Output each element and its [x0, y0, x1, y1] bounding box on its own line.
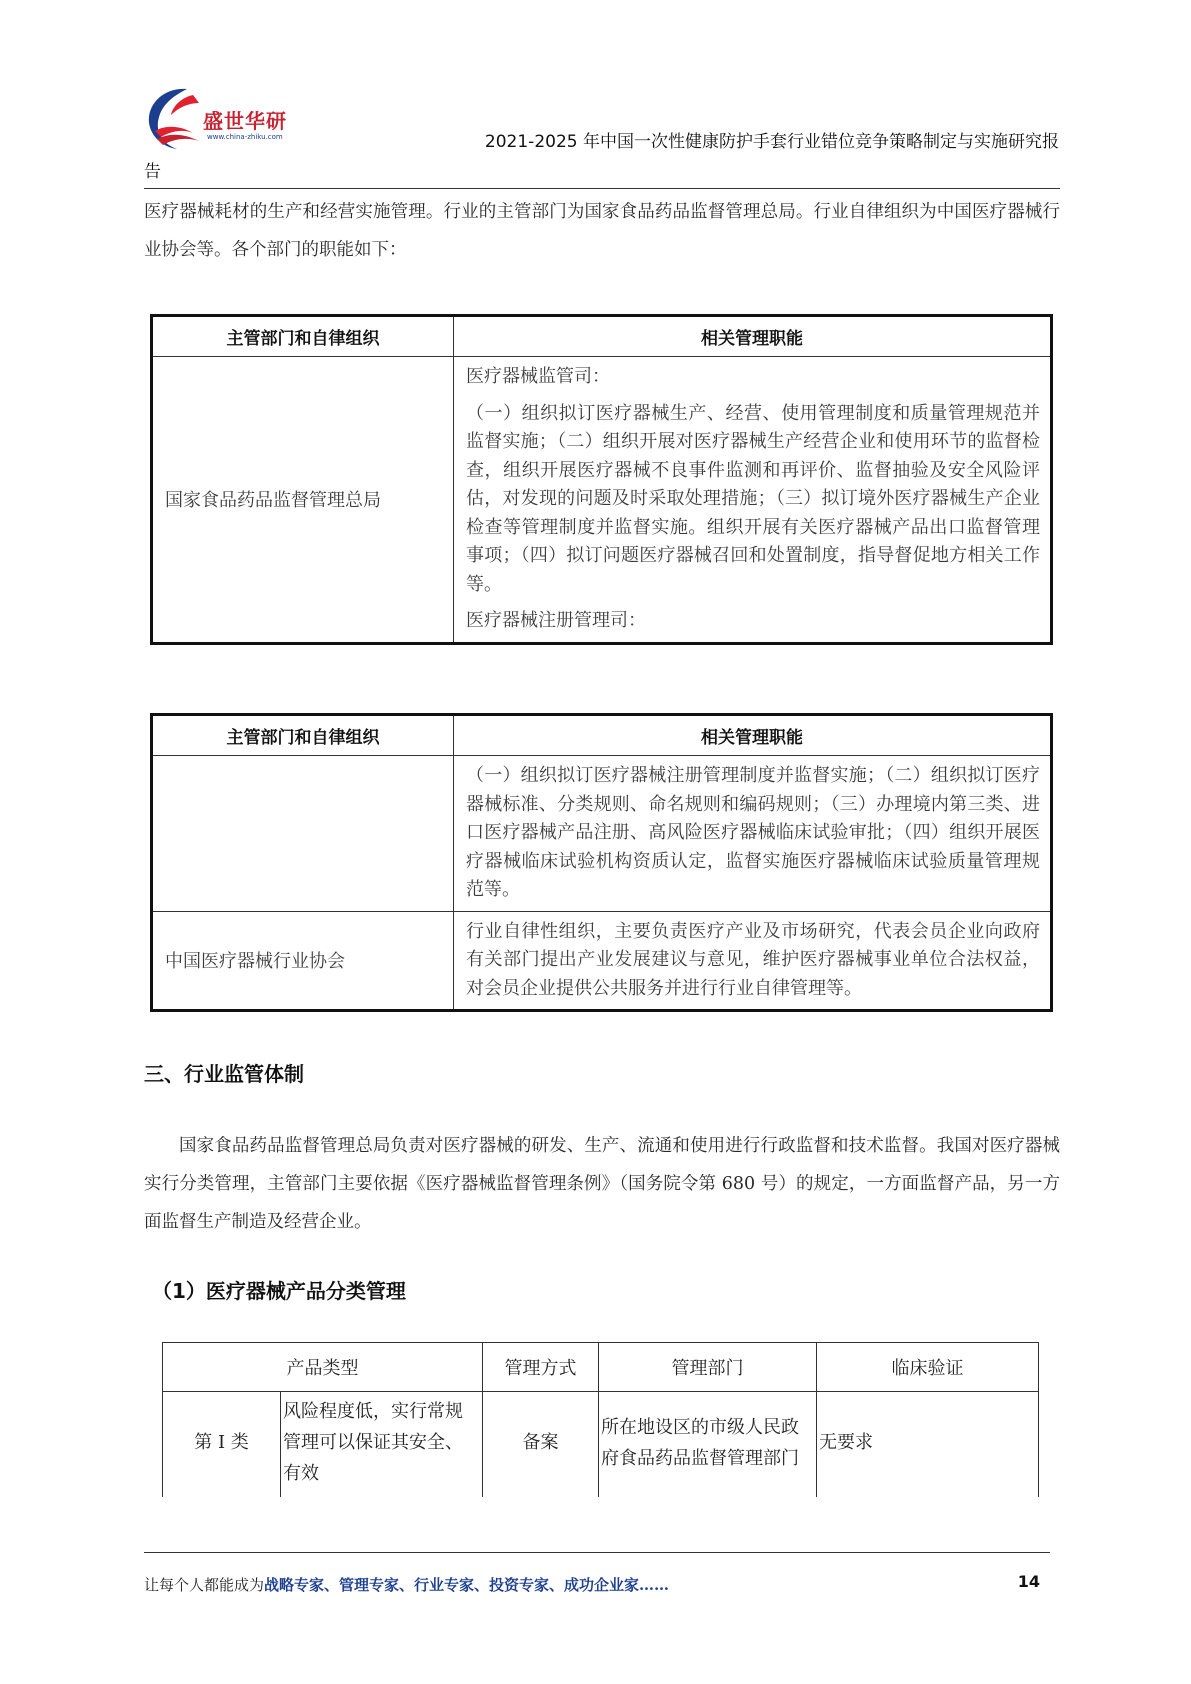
org-name: 中国医疗器械行业协会 [152, 911, 454, 1011]
duty-line: 医疗器械监管司： [466, 366, 610, 387]
duty-cell [454, 756, 1052, 912]
table-row [152, 911, 1052, 1011]
section-heading: 三、行业监管体制 [144, 1062, 304, 1086]
logo-name: 盛世华研 [203, 109, 287, 133]
duty-line: （一）组织拟订医疗器械注册管理制度并监督实施；（二）组织拟订医疗器械标准、分类规则、命名规则和编码规则；（三）办理境内第三类、进口医疗器械产品注册、高风险医疗器械临床试验审批；（四）组织开展医疗器械临床试验机构资质认定，监督实施医疗器械临床试验质量管理规范等。 [466, 765, 1040, 900]
intro-paragraph: 医疗器械耗材的生产和经营实施管理。行业的主管部门为国家食品药品监督管理总局。行业自律组织为中国医疗器械行业协会等。各个部门的职能如下： [144, 202, 1060, 260]
slogan-highlight: 战略专家、管理专家、行业专家、投资专家、成功企业家…… [264, 1576, 670, 1594]
col-header-duty: 相关管理职能 [454, 715, 1052, 756]
document-title: 2021-2025 年中国一次性健康防护手套行业错位竞争策略制定与实施研究报 [484, 132, 1059, 152]
class-method: 备案 [483, 1392, 599, 1498]
header-divider [144, 188, 1060, 189]
subsection-heading: （1）医疗器械产品分类管理 [152, 1279, 406, 1303]
col-header-clinical: 临床验证 [817, 1343, 1039, 1392]
duty-line: 行业自律性组织，主要负责医疗产业及市场研究，代表会员企业向政府有关部门提出产业发展建议与意见，维护医疗器械事业单位合法权益，对会员企业提供公共服务并进行行业自律管理等。 [466, 920, 1040, 999]
duty-cell [454, 911, 1052, 1011]
class-clinical: 无要求 [817, 1392, 1039, 1498]
col-header-department: 管理部门 [599, 1343, 817, 1392]
col-header-org: 主管部门和自律组织 [152, 715, 454, 756]
org-name [152, 756, 454, 912]
org-name: 国家食品药品监督管理总局 [152, 357, 454, 644]
footer-slogan [144, 1574, 669, 1595]
duty-line: （一）组织拟订医疗器械生产、经营、使用管理制度和质量管理规范并监督实施；（二）组织开展对医疗器械生产经营企业和使用环节的监督检查，组织开展医疗器械不良事件监测和再评价、监督抽验及安全风险评估，对发现的问题及时采取处理措施；（三）拟订境外医疗器械生产企业检查等管理制度并监督实施。组织开展有关医疗器械产品出口监督管理事项；（四）拟订问题医疗器械召回和处置制度，指导督促地方相关工作等。 [466, 402, 1040, 595]
org-duty-table-part2 [150, 713, 1053, 1012]
footer-divider [144, 1552, 1050, 1553]
col-header-method: 管理方式 [483, 1343, 599, 1392]
section-paragraph: 国家食品药品监督管理总局负责对医疗器械的研发、生产、流通和使用进行行政监督和技术监督。我国对医疗器械实行分类管理，主管部门主要依据《医疗器械监督管理条例》（国务院令第 680 号）的规定，一方面监督产品，另一方面监督生产制造及经营企业。 [144, 1136, 1060, 1232]
table-row [152, 756, 1052, 912]
duty-line: 医疗器械注册管理司： [466, 610, 646, 631]
class-risk: 风险程度低，实行常规管理可以保证其安全、有效 [281, 1392, 483, 1498]
col-header-product-type: 产品类型 [163, 1343, 483, 1392]
slogan-prefix: 让每个人都能成为 [144, 1576, 265, 1594]
product-class-table [162, 1342, 1039, 1497]
col-header-org: 主管部门和自律组织 [152, 316, 454, 357]
table-row [163, 1392, 1039, 1498]
col-header-duty: 相关管理职能 [454, 316, 1052, 357]
org-duty-table-part1 [150, 314, 1053, 645]
logo-url: www.china-zhiku.com [207, 133, 283, 141]
page-number: 14 [1017, 1572, 1040, 1591]
duty-cell [454, 357, 1052, 644]
class-department: 所在地设区的市级人民政府食品药品监督管理部门 [599, 1392, 817, 1498]
table-row [152, 357, 1052, 644]
document-title-tail: 告 [144, 162, 161, 182]
class-name: 第 I 类 [163, 1392, 281, 1498]
